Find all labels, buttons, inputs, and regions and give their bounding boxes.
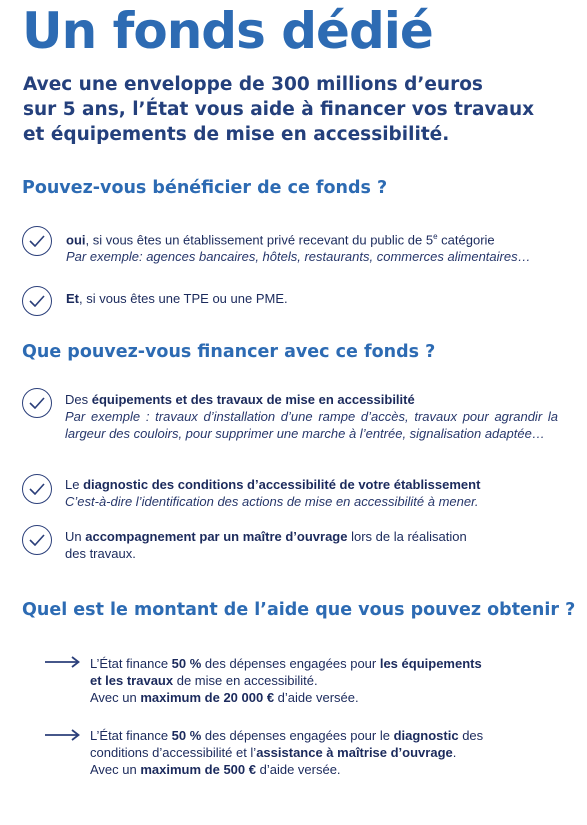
intro-line: Avec une enveloppe de 300 millions d’euros <box>23 74 483 95</box>
checkmark-icon <box>22 388 52 418</box>
item-text: des dépenses engagées pour <box>201 656 380 671</box>
arrow-right-icon <box>45 729 81 741</box>
section-heading-financing: Que pouvez-vous financer avec ce fonds ? <box>22 342 436 362</box>
item-text: d’aide versée. <box>255 762 341 777</box>
page-title: Un fonds dédié <box>22 2 433 60</box>
item-text: des dépenses engagées pour le <box>201 728 394 743</box>
arrow-right-icon <box>45 656 81 668</box>
item-text: catégorie <box>437 232 495 248</box>
emphasis: et les travaux <box>90 673 174 688</box>
item-text: Avec un <box>90 762 141 777</box>
intro-paragraph <box>23 72 583 147</box>
item-text: d’aide versée. <box>274 690 359 705</box>
section-heading-eligibility: Pouvez-vous bénéficier de ce fonds ? <box>22 178 388 198</box>
checkmark-icon <box>22 525 52 555</box>
emphasis: accompagnement par un maître d’ouvrage <box>85 529 348 544</box>
item-text: , si vous êtes un établissement privé recevant du public de 5 <box>85 232 434 248</box>
checkmark-icon <box>22 286 52 316</box>
financing-item-support <box>65 528 467 562</box>
emphasis: assistance à maîtrise d’ouvrage <box>256 745 453 760</box>
emphasis: équipements et des travaux de mise en accessibilité <box>91 392 415 407</box>
item-text: , si vous êtes une TPE ou une PME. <box>79 291 288 306</box>
emphasis: oui <box>66 232 86 248</box>
item-text: Avec un <box>90 690 141 705</box>
item-example: C’est-à-dire l’identification des actions de mise en accessibilité à mener. <box>65 494 479 509</box>
financing-item-equipment <box>65 391 558 442</box>
item-text: lors de la réalisation <box>347 529 467 544</box>
checkmark-icon <box>22 226 52 256</box>
item-text: Le <box>65 477 84 492</box>
section-heading-amount: Quel est le montant de l’aide que vous pouvez obtenir ? <box>22 600 576 620</box>
emphasis: diagnostic des conditions d’accessibilité de votre établissement <box>83 477 481 492</box>
item-example: Par exemple : travaux d’installation d’une rampe d’accès, travaux pour agrandir la largeur des couloirs, pour supprimer une marche à l’entrée, signalisation adaptée… <box>65 409 558 441</box>
amount-item-diagnostic <box>90 727 483 778</box>
emphasis: maximum de 500 € <box>140 762 256 777</box>
eligibility-item-tpe-pme <box>66 290 288 307</box>
item-text: de mise en accessibilité. <box>173 673 318 688</box>
item-example: Par exemple: agences bancaires, hôtels, restaurants, commerces alimentaires… <box>66 249 531 265</box>
item-text: des travaux. <box>65 546 136 561</box>
emphasis: les équipements <box>379 656 482 671</box>
amount-item-equipment <box>90 655 482 706</box>
emphasis: 50 % <box>171 728 202 743</box>
eligibility-item-private <box>66 228 531 265</box>
emphasis: 50 % <box>171 656 202 671</box>
item-text: L’État finance <box>90 656 172 671</box>
item-text: Un <box>65 529 86 544</box>
emphasis: Et <box>66 291 79 306</box>
emphasis: maximum de 20 000 € <box>140 690 275 705</box>
intro-line: sur 5 ans, l’État vous aide à financer vos travaux <box>23 99 535 120</box>
item-text: . <box>452 745 457 760</box>
item-text: des <box>458 728 484 743</box>
emphasis: diagnostic <box>393 728 459 743</box>
item-text: conditions d’accessibilité et l’ <box>90 745 257 760</box>
superscript: e <box>433 232 438 241</box>
financing-item-diagnostic <box>65 476 480 510</box>
item-text: Des <box>65 392 92 407</box>
intro-line: et équipements de mise en accessibilité. <box>23 124 450 145</box>
checkmark-icon <box>22 474 52 504</box>
item-text: L’État finance <box>90 728 172 743</box>
